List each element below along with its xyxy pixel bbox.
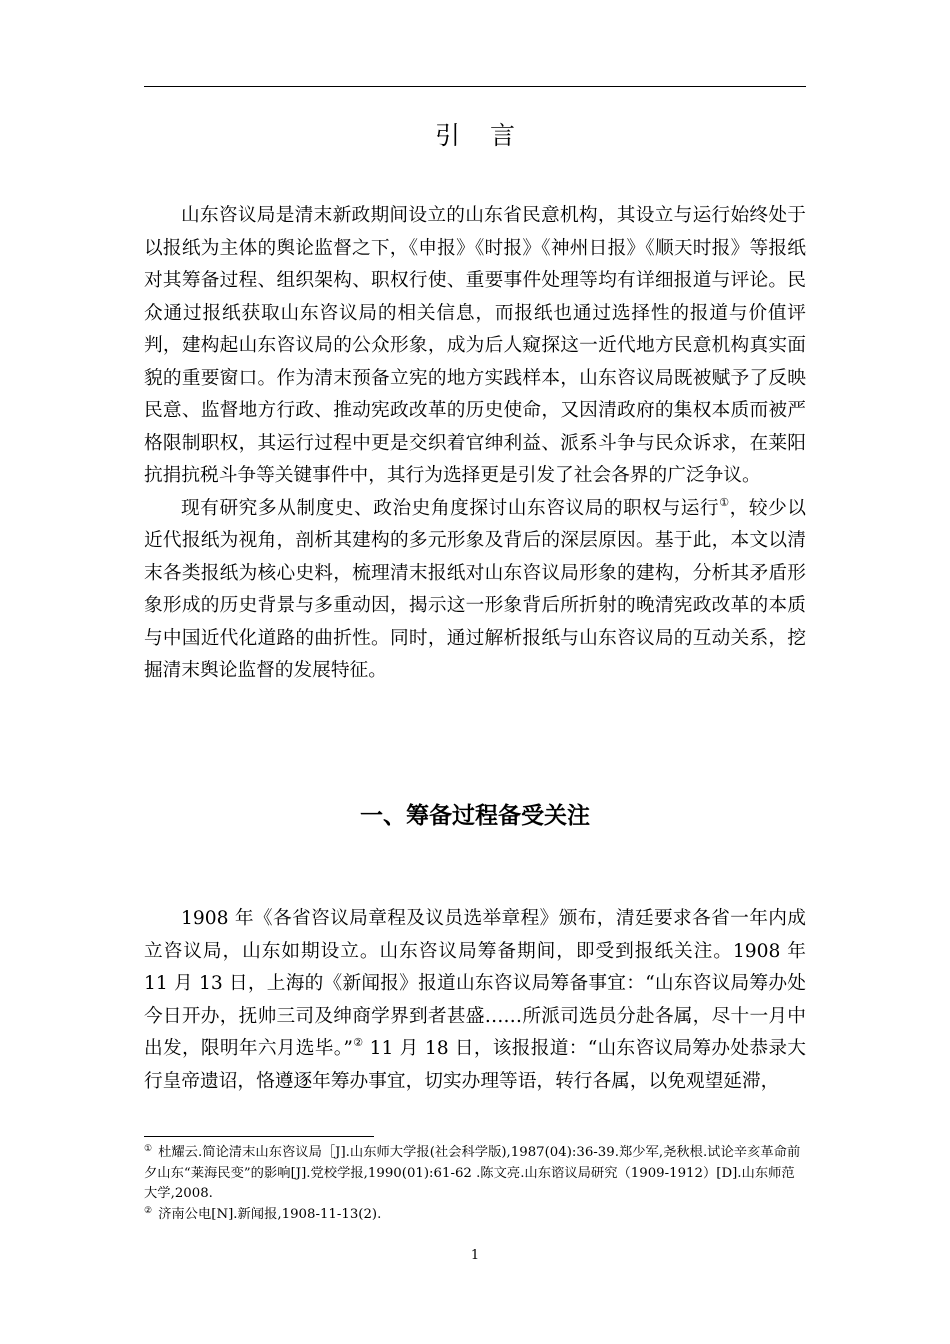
footnotes: [144, 1143, 806, 1225]
intro-paragraph-2: [144, 493, 806, 688]
paragraph-text: ，较少以近代报纸为视角，剖析其建构的多元形象及背后的深层原因。基于此，本文以清末各类报纸为核心史料，梳理清末报纸对山东咨议局形象的建构，分析其矛盾形象形成的历史背景与多重动因，揭示这一形象背后所折射的晚清宪政改革的本质与中国近代化道路的曲折性。同时，通过解析报纸与山东咨议局的互动关系，挖掘清末舆论监督的发展特征。: [144, 497, 806, 681]
intro-section: [144, 200, 806, 688]
section-1-paragraph: [144, 903, 806, 1098]
footnote-1: [144, 1143, 806, 1205]
footnote-2: [144, 1205, 806, 1226]
footnote-mark: ①: [144, 1144, 153, 1154]
footnote-text: 杜耀云.简论清末山东咨议局［J].山东师大学报(社会科学版),1987(04):36-39.郑少军,尧秋根.试论辛亥革命前夕山东“莱海民变”的影响[J].党校学报,1990(01):61-62 .陈文亮.山东谘议局研究（1909-1912）[D].山东师范大学,2008.: [144, 1145, 801, 1201]
footnote-ref-1[interactable]: ①: [719, 495, 730, 509]
section-1-body: [144, 903, 806, 1098]
paragraph-text: 11 月 18 日，该报报道：“山东咨议局筹办处恭录大行皇帝遗诏，恪遵逐年筹办事宜，切实办理等语，转行各属，以免观望延滞，: [144, 1038, 806, 1092]
paragraph-text: 现有研究多从制度史、政治史角度探讨山东咨议局的职权与运行: [181, 497, 720, 519]
page-title: 引言: [434, 121, 545, 150]
intro-paragraph-1: 山东咨议局是清末新政期间设立的山东省民意机构，其设立与运行始终处于以报纸为主体的舆论监督之下，《申报》《时报》《神州日报》《顺天时报》等报纸对其筹备过程、组织架构、职权行使、重要事件处理等均有详细报道与评论。民众通过报纸获取山东咨议局的相关信息，而报纸也通过选择性的报道与价值评判，建构起山东咨议局的公众形象，成为后人窥探这一近代地方民意机构真实面貌的重要窗口。作为清末预备立宪的地方实践样本，山东咨议局既被赋予了反映民意、监督地方行政、推动宪政改革的历史使命，又因清政府的集权本质而被严格限制职权，其运行过程中更是交织着官绅利益、派系斗争与民众诉求，在莱阳抗捐抗税斗争等关键事件中，其行为选择更是引发了社会各界的广泛争议。: [144, 205, 806, 486]
paragraph-text: 1908 年《各省咨议局章程及议员选举章程》颁布，清廷要求各省一年内成立咨议局，山东如期设立。山东咨议局筹备期间，即受到报纸关注。1908 年 11 月 13 日，上海的《新闻报》报道山东咨议局筹备事宜：“山东咨议局筹办处今日开办，抚帅三司及绅商学界到者甚盛……所派司选员分赴各属，尽十一月中出发，限明年六月选毕。”: [144, 908, 806, 1059]
page-number: 1: [470, 1248, 480, 1263]
footnote-text: 济南公电[N].新闻报,1908-11-13(2).: [158, 1206, 382, 1222]
footnote-separator: [144, 1136, 374, 1137]
header-rule: [144, 86, 806, 87]
section-heading: 一、筹备过程备受关注: [360, 803, 590, 829]
footnote-ref-2[interactable]: ②: [352, 1036, 364, 1049]
footnote-mark: ②: [144, 1205, 153, 1216]
